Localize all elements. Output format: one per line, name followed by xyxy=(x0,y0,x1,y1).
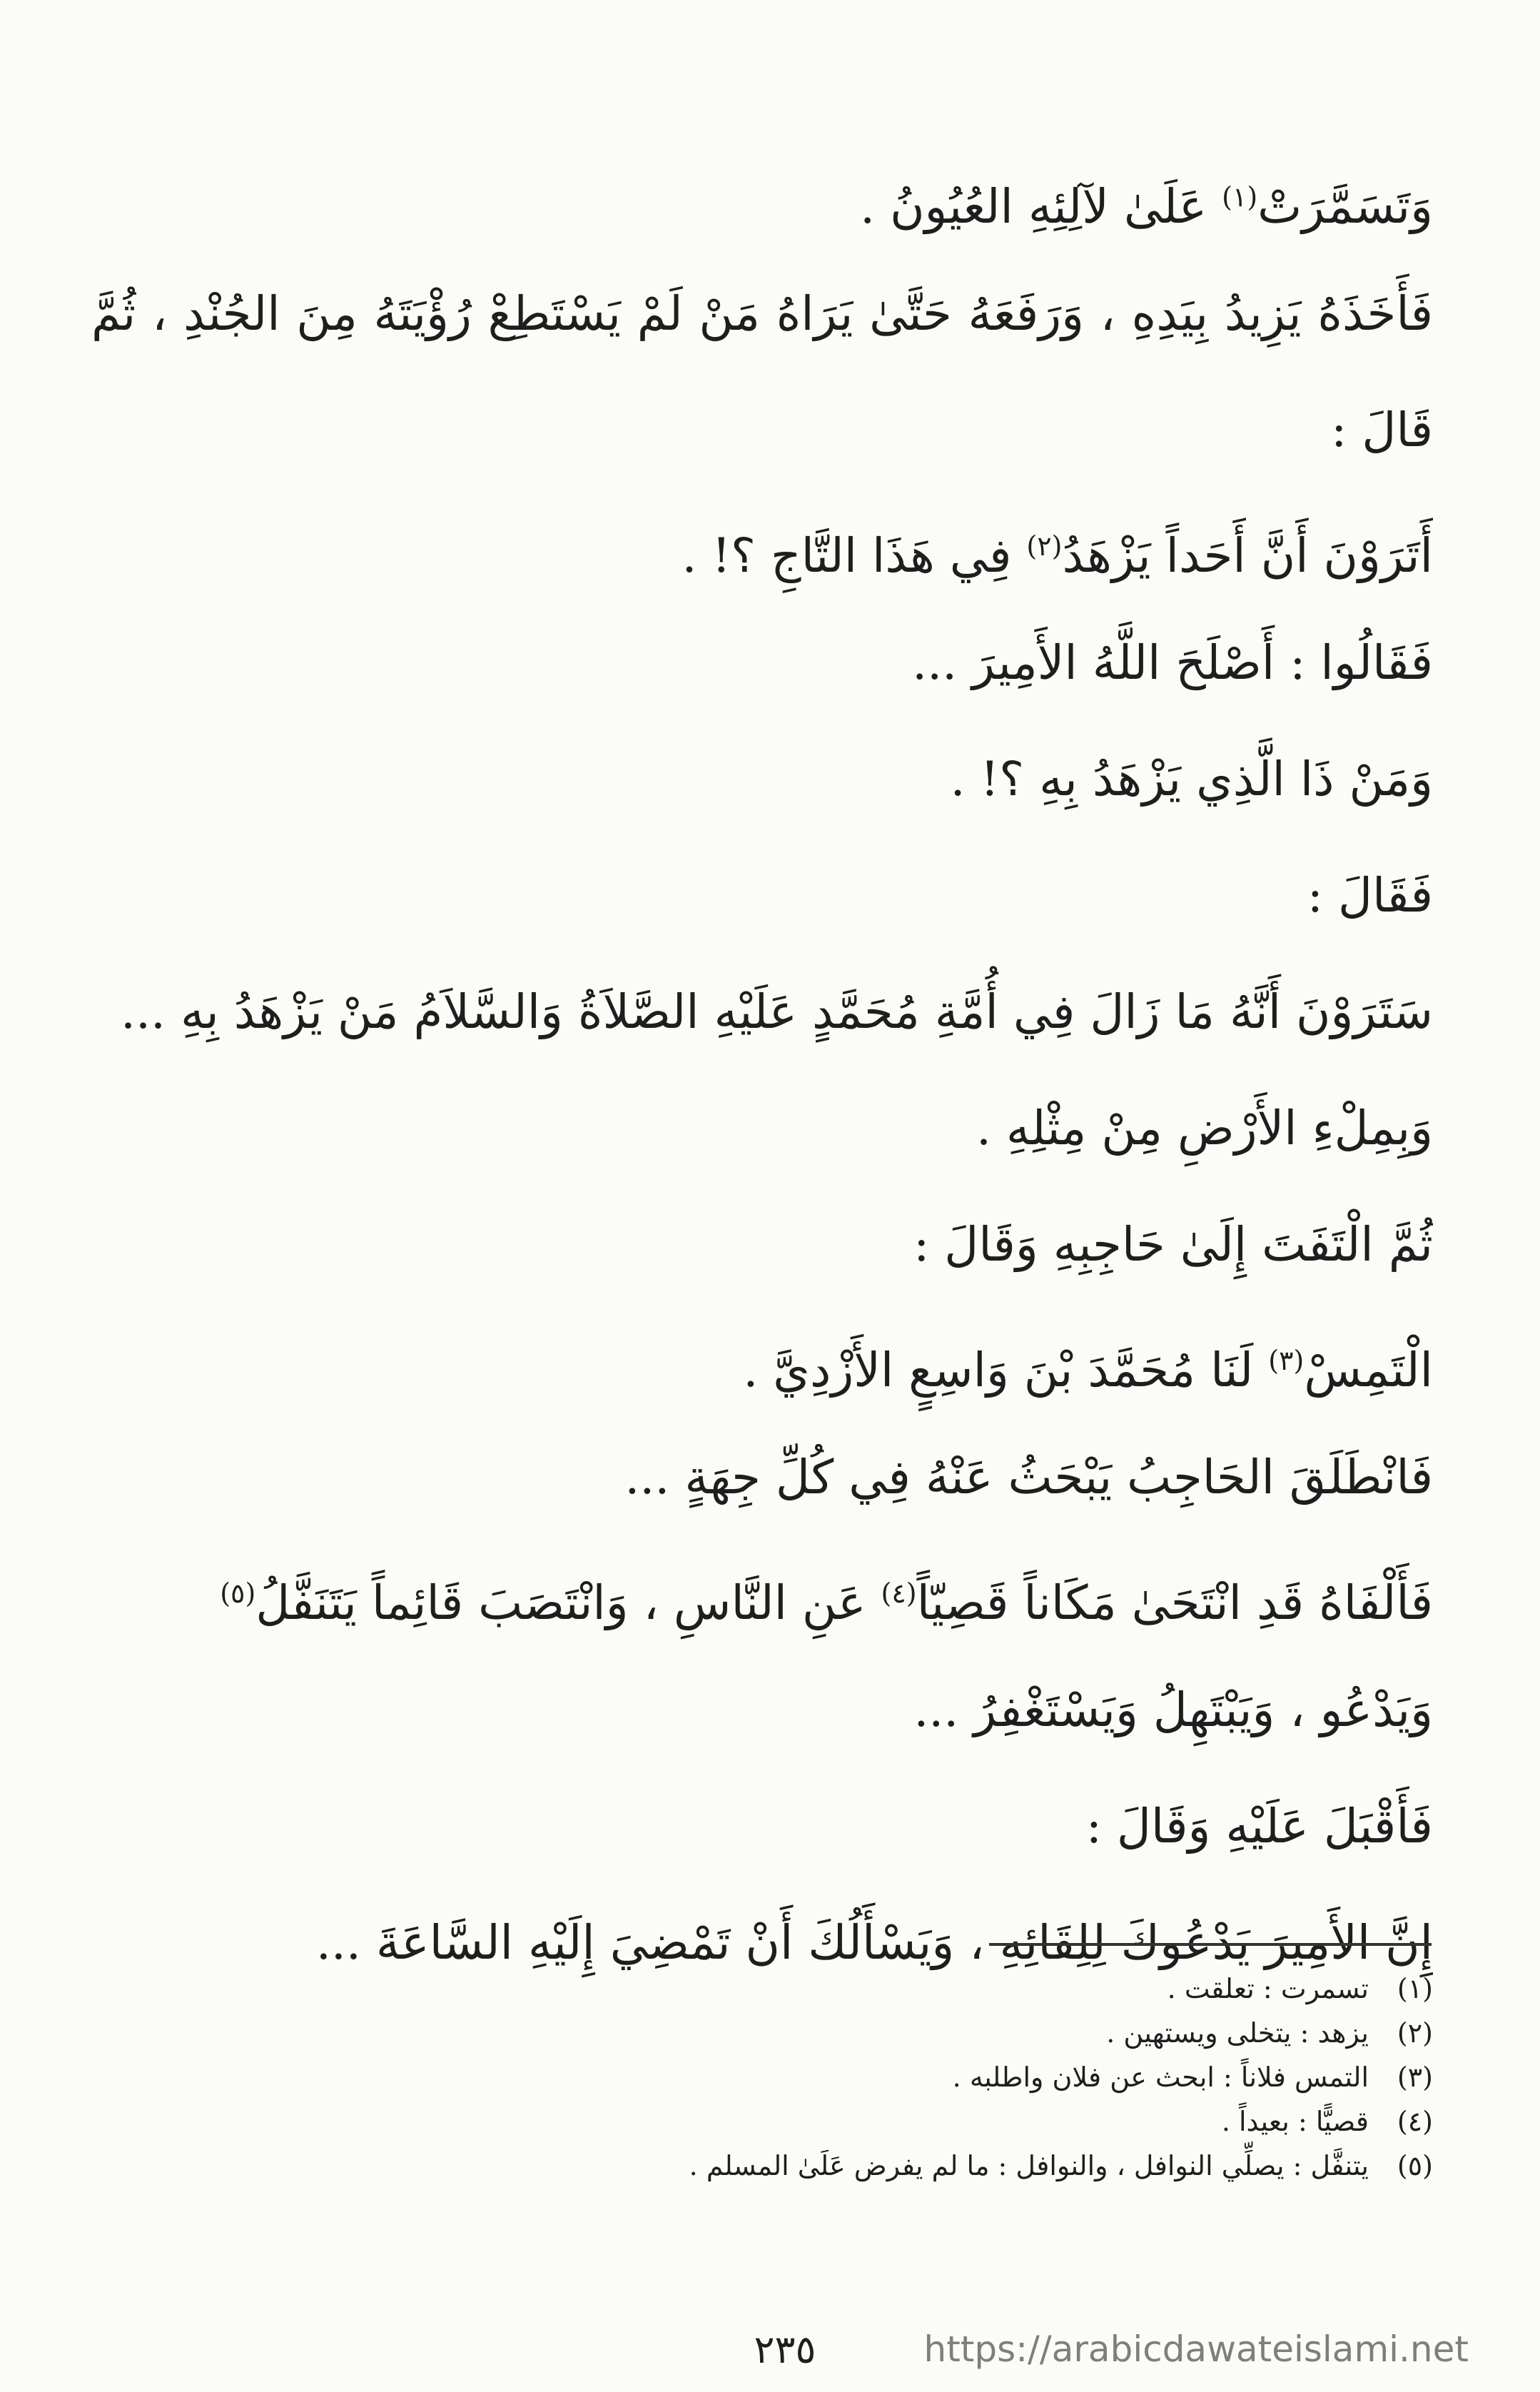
footnote-number: (٢) xyxy=(1397,2017,1433,2049)
text-line-6: وَمَنْ ذَا الَّذِي يَزْهَدُ بِهِ ؟! . xyxy=(950,752,1433,807)
footnote-marker-4: (٤) xyxy=(881,1578,917,1609)
text-line-12: فَانْطَلَقَ الحَاجِبُ يَبْحَثُ عَنْهُ فِي كُلِّ جِهَةٍ ... xyxy=(624,1450,1433,1505)
text-line-9: وَبِمِلْءِ الأَرْضِ مِنْ مِثْلِهِ . xyxy=(976,1101,1433,1156)
text-line-7: فَقَالَ : xyxy=(1307,868,1433,923)
footnote-text: تسمرت : تعلقت . xyxy=(1167,1973,1369,2004)
footnote-marker-3: (٣) xyxy=(1268,1345,1305,1376)
text-line-13: فَأَلْفَاهُ قَدِ انْتَحَىٰ مَكَاناً قَصِيّاً$^{(٤)}$ عَنِ النَّاسِ ، وَانْتَصَبَ قَائِماً يَتَنَفَّلُ$^{(٥)}$ xyxy=(220,1575,1433,1630)
footnote-1 xyxy=(434,1967,1433,2011)
text-line-4: أَتَرَوْنَ أَنَّ أَحَداً يَزْهَدُ$^{(٢)}$ فِي هَذَا التَّاجِ ؟! . xyxy=(682,528,1433,583)
footnote-text: يتنفَّل : يصلِّي النوافل ، والنوافل : ما لم يفرض عَلَىٰ المسلم . xyxy=(689,2150,1369,2181)
footnote-text: التمس فلاناً : ابحث عن فلان واطلبه . xyxy=(952,2062,1369,2093)
footnote-number: (٥) xyxy=(1397,2150,1433,2181)
text-line-3: قَالَ : xyxy=(1331,403,1433,458)
text-line-8: سَتَرَوْنَ أَنَّهُ مَا زَالَ فِي أُمَّةِ مُحَمَّدٍ عَلَيْهِ الصَّلاَةُ وَالسَّلاَمُ مَنْ يَزْهَدُ بِهِ ... xyxy=(121,984,1433,1039)
footnote-marker-1: (١) xyxy=(1222,181,1258,213)
source-url-watermark: https://arabicdawateislami.net xyxy=(923,2328,1469,2370)
footnote-text: قصيًّا : بعيداً . xyxy=(1221,2106,1369,2137)
footnote-divider xyxy=(989,1943,1432,1946)
footnote-5 xyxy=(434,2144,1433,2188)
page-number: ٢٣٥ xyxy=(754,2327,816,2372)
footnote-4 xyxy=(434,2099,1433,2144)
text-line-1: وَتَسَمَّرَتْ$^{(١)}$ عَلَىٰ لآلِئِهِ العُيُونُ . xyxy=(860,179,1433,234)
footnote-number: (٤) xyxy=(1397,2106,1433,2137)
text-line-2: فَأَخَذَهُ يَزِيدُ بِيَدِهِ ، وَرَفَعَهُ حَتَّىٰ يَرَاهُ مَنْ لَمْ يَسْتَطِعْ رُؤْيَتَهُ مِنَ الجُنْدِ ، ثُمَّ xyxy=(91,286,1433,341)
footnote-text: يزهد : يتخلى ويستهين . xyxy=(1106,2017,1369,2049)
footnote-number: (٣) xyxy=(1397,2062,1433,2093)
footnote-marker-5: (٥) xyxy=(220,1578,256,1609)
text-line-16: إِنَّ الأَمِيرَ يَدْعُوكَ لِلِقَائِهِ ، وَيَسْأَلُكَ أَنْ تَمْضِيَ إِلَيْهِ السَّاعَةَ ... xyxy=(315,1915,1433,1970)
footnote-3 xyxy=(434,2055,1433,2099)
main-text xyxy=(91,139,1433,2001)
text-line-10: ثُمَّ الْتَفَتَ إِلَىٰ حَاجِبِهِ وَقَالَ : xyxy=(913,1217,1433,1272)
text-line-15: فَأَقْبَلَ عَلَيْهِ وَقَالَ : xyxy=(1085,1799,1433,1854)
text-line-5: فَقَالُوا : أَصْلَحَ اللَّهُ الأَمِيرَ ... xyxy=(912,635,1433,690)
footnotes xyxy=(434,1967,1433,2188)
footnote-2 xyxy=(434,2011,1433,2055)
text-line-14: وَيَدْعُو ، وَيَبْتَهِلُ وَيَسْتَغْفِرُ ... xyxy=(913,1682,1433,1737)
footnote-number: (١) xyxy=(1397,1973,1433,2004)
footnote-marker-2: (٢) xyxy=(1026,530,1063,562)
text-line-11: الْتَمِسْ$^{(٣)}$ لَنَا مُحَمَّدَ بْنَ وَاسِعٍ الأَزْدِيَّ . xyxy=(743,1343,1433,1398)
